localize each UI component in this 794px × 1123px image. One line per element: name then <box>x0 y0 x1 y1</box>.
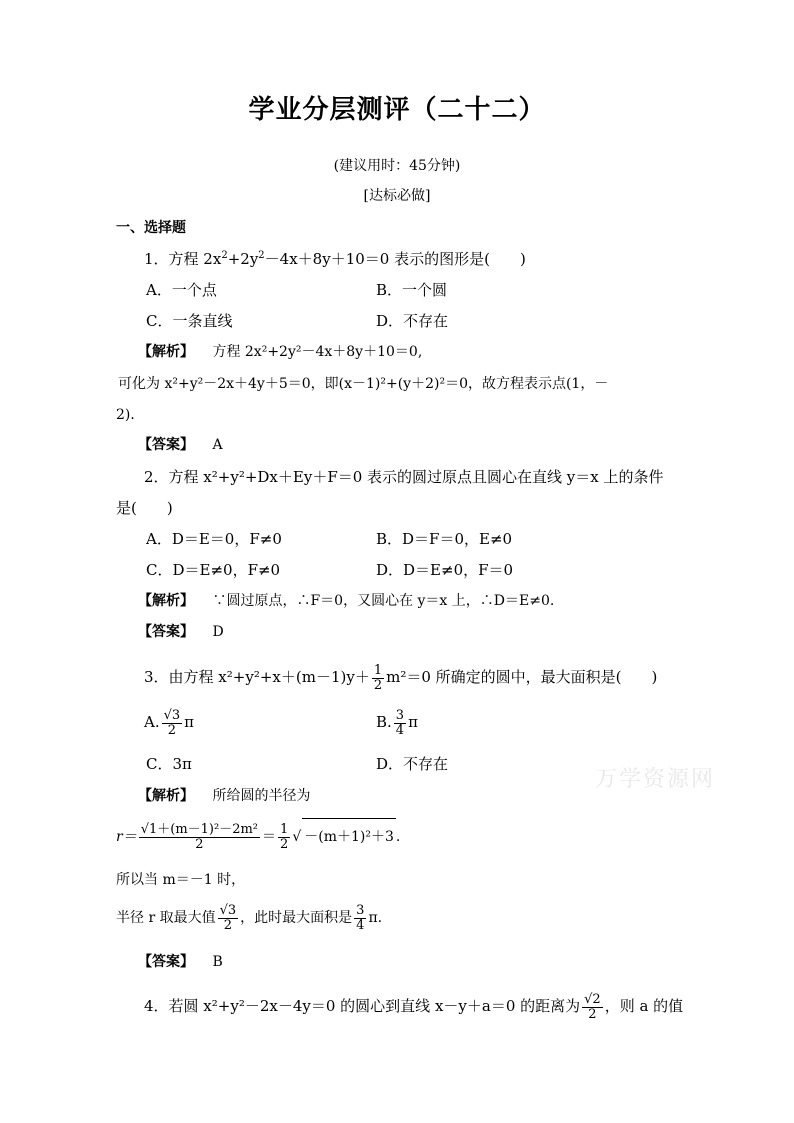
q2-option-b: B．D＝F＝0，E≠0 <box>376 530 513 548</box>
answer-tag: 【答案】 <box>138 437 194 453</box>
q1-analysis-line3: 2)． <box>116 407 145 423</box>
q1-analysis-text1: 方程 2x²+2y²－4x＋8y＋10＝0, <box>212 344 423 360</box>
q2-answer-value: D <box>212 624 224 640</box>
q1-option-c: C．一条直线 <box>146 312 233 330</box>
q1-analysis-line2: 可化为 x²+y²－2x＋4y＋5＝0，即(x－1)²+(y＋2)²＝0，故方程表示点(1，－ <box>118 376 609 392</box>
q2-option-a: A．D＝E＝0，F≠0 <box>146 530 282 548</box>
analysis-tag: 【解析】 <box>138 593 194 609</box>
q2-option-c: C．D＝E≠0，F≠0 <box>146 561 281 579</box>
q1-analysis-line1 <box>138 342 422 362</box>
q2-stem-line1: 2．方程 x²+y²+Dx＋Ey＋F＝0 表示的圆过原点且圆心在直线 y＝x 上的条件 <box>144 468 664 486</box>
page-title: 学业分层测评（二十二） <box>248 95 546 125</box>
q1-answer <box>138 435 223 455</box>
q3-answer <box>138 952 223 972</box>
q1-option-d: D．不存在 <box>376 312 449 330</box>
level-label: [达标必做] <box>363 188 431 204</box>
q3-stem-fraction: $\frac{1}{2}$ <box>373 662 383 693</box>
q3-option-d: D．不存在 <box>376 755 449 773</box>
section-heading: 一、选择题 <box>116 220 186 236</box>
answer-tag: 【答案】 <box>138 954 194 970</box>
q3-option-a: A. $\frac{√3}{2}$ π <box>144 707 195 738</box>
q1-stem-c: －4x＋8y＋10＝0 表示的图形是( ) <box>264 250 526 268</box>
q1-answer-value: A <box>212 437 223 453</box>
q3-option-c: C．3π <box>146 755 192 773</box>
q2-stem-line2: 是( ) <box>116 499 173 517</box>
analysis-tag: 【解析】 <box>138 344 194 360</box>
q3-analysis-line3: 所以当 m＝－1 时， <box>116 872 246 888</box>
q3-option-b: B. $\frac{3}{4}$ π <box>376 707 418 738</box>
q2-option-d: D．D＝E≠0，F＝0 <box>376 561 514 579</box>
time-note: (建议用时：45分钟) <box>333 158 461 174</box>
q3-answer-value: B <box>212 954 223 970</box>
q1-stem-a: 1．方程 2x <box>144 250 222 268</box>
q4-stem: 4．若圆 x²+y²－2x－4y＝0 的圆心到直线 x－y＋a＝0 的距离为 $\frac{√2}{2}$ ，则 a 的值 <box>144 991 684 1022</box>
q3-stem-b: m²＝0 所确定的圆中，最大面积是( ) <box>386 668 658 686</box>
q1-stem-b: +2y <box>227 250 259 268</box>
watermark: 万学资源网 <box>595 767 716 792</box>
q3-analysis-line4: 半径 r 取最大值 $\frac{√3}{2}$ ，此时最大面积是 $\frac{3}{4}$ π. <box>116 902 383 933</box>
q3-stem <box>144 662 657 693</box>
analysis-tag: 【解析】 <box>138 788 194 804</box>
q3-analysis-text1: 所给圆的半径为 <box>212 788 311 804</box>
answer-tag: 【答案】 <box>138 624 194 640</box>
q3-radius-formula: r＝ $\frac{\text{√1＋(m－1)²－2m²}}{2}$ ＝ $\frac{1}{2}$ √ －(m＋1)²＋3 . <box>116 818 400 855</box>
q1-option-b: B．一个圆 <box>376 281 448 299</box>
q2-answer <box>138 622 224 642</box>
q3-stem-a: 3．由方程 x²+y²+x＋(m－1)y＋ <box>144 668 370 686</box>
q1-option-a: A．一个点 <box>146 281 217 299</box>
q1-stem: 1．方程 $2x^2+2y^2-4x+8y+10=0$ 表示的图形是( ) <box>144 250 526 268</box>
q3-analysis-line1 <box>138 786 310 806</box>
q2-analysis-text: ∵圆过原点，∴F＝0，又圆心在 y＝x 上，∴D＝E≠0. <box>212 593 555 609</box>
q2-analysis <box>138 591 554 611</box>
